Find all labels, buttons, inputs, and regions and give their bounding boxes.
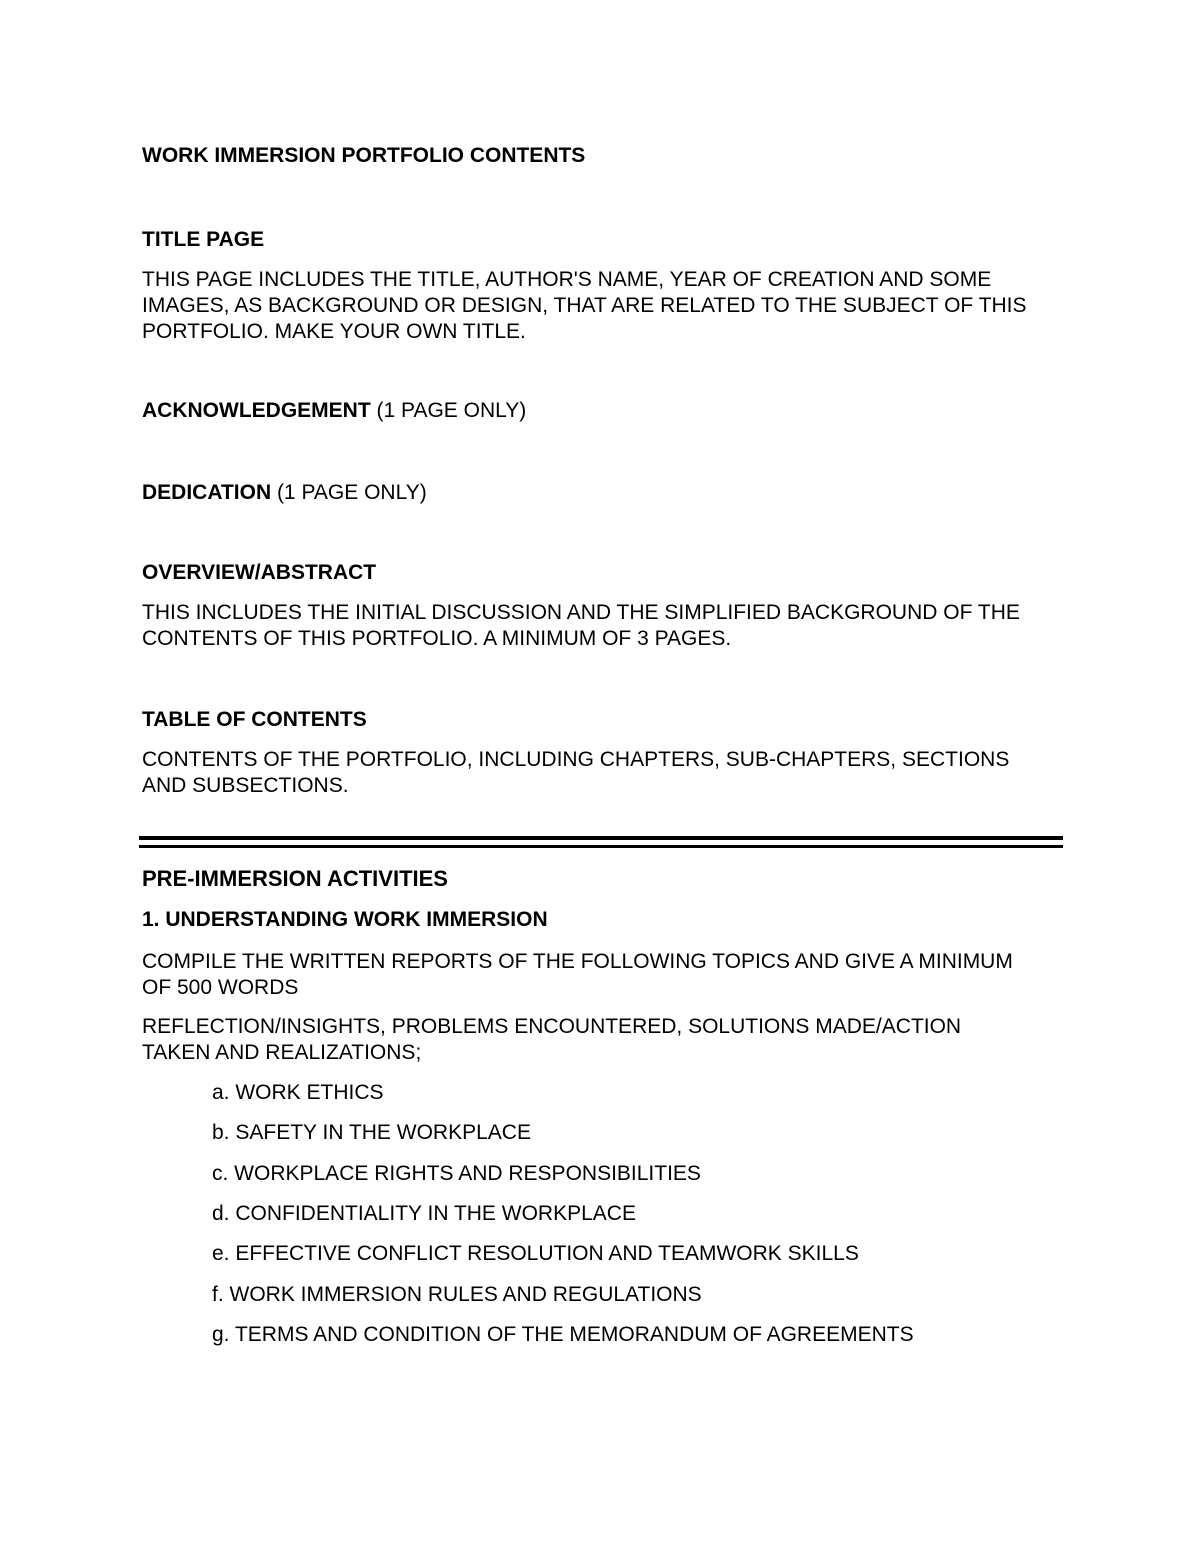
overview-body-line: THIS INCLUDES THE INITIAL DISCUSSION AND THE SIMPLIFIED BACKGROUND OF THE bbox=[142, 601, 1020, 624]
toc-body-line: CONTENTS OF THE PORTFOLIO, INCLUDING CHAPTERS, SUB-CHAPTERS, SECTIONS bbox=[142, 748, 1010, 771]
acknowledgement-entry bbox=[142, 398, 526, 424]
dedication-entry bbox=[142, 480, 427, 506]
document-title: WORK IMMERSION PORTFOLIO CONTENTS bbox=[142, 144, 586, 167]
toc-body-line: AND SUBSECTIONS. bbox=[142, 774, 349, 797]
acknowledgement-heading: ACKNOWLEDGEMENT bbox=[142, 399, 371, 422]
title-page-heading: TITLE PAGE bbox=[142, 228, 265, 251]
topic-item: b. SAFETY IN THE WORKPLACE bbox=[212, 1121, 531, 1144]
topic-item: e. EFFECTIVE CONFLICT RESOLUTION AND TEAMWORK SKILLS bbox=[212, 1242, 859, 1265]
topic-item: d. CONFIDENTIALITY IN THE WORKPLACE bbox=[212, 1202, 636, 1225]
section-divider-thick bbox=[139, 836, 1063, 840]
pre-immersion-heading: PRE-IMMERSION ACTIVITIES bbox=[142, 866, 448, 891]
reflection-line: TAKEN AND REALIZATIONS; bbox=[142, 1041, 422, 1064]
topic-item: c. WORKPLACE RIGHTS AND RESPONSIBILITIES bbox=[212, 1162, 701, 1185]
instruction-line: OF 500 WORDS bbox=[142, 976, 299, 999]
instruction-line: COMPILE THE WRITTEN REPORTS OF THE FOLLOWING TOPICS AND GIVE A MINIMUM bbox=[142, 950, 1013, 973]
title-page-body-line: IMAGES, AS BACKGROUND OR DESIGN, THAT ARE RELATED TO THE SUBJECT OF THIS bbox=[142, 294, 1027, 317]
title-page-body-line: THIS PAGE INCLUDES THE TITLE, AUTHOR'S NAME, YEAR OF CREATION AND SOME bbox=[142, 268, 992, 291]
reflection-line: REFLECTION/INSIGHTS, PROBLEMS ENCOUNTERED, SOLUTIONS MADE/ACTION bbox=[142, 1015, 962, 1038]
title-page-body-line: PORTFOLIO. MAKE YOUR OWN TITLE. bbox=[142, 320, 526, 343]
overview-heading: OVERVIEW/ABSTRACT bbox=[142, 561, 377, 584]
topic-item: f. WORK IMMERSION RULES AND REGULATIONS bbox=[212, 1283, 702, 1306]
acknowledgement-note: (1 PAGE ONLY) bbox=[370, 399, 527, 422]
toc-heading: TABLE OF CONTENTS bbox=[142, 708, 367, 731]
dedication-heading: DEDICATION bbox=[142, 481, 272, 504]
understanding-subheading: 1. UNDERSTANDING WORK IMMERSION bbox=[142, 908, 548, 931]
topic-item: a. WORK ETHICS bbox=[212, 1081, 384, 1104]
section-divider-thin bbox=[139, 845, 1063, 848]
overview-body-line: CONTENTS OF THIS PORTFOLIO. A MINIMUM OF 3 PAGES. bbox=[142, 627, 732, 650]
topic-item: g. TERMS AND CONDITION OF THE MEMORANDUM OF AGREEMENTS bbox=[212, 1323, 914, 1346]
dedication-note: (1 PAGE ONLY) bbox=[271, 481, 427, 504]
